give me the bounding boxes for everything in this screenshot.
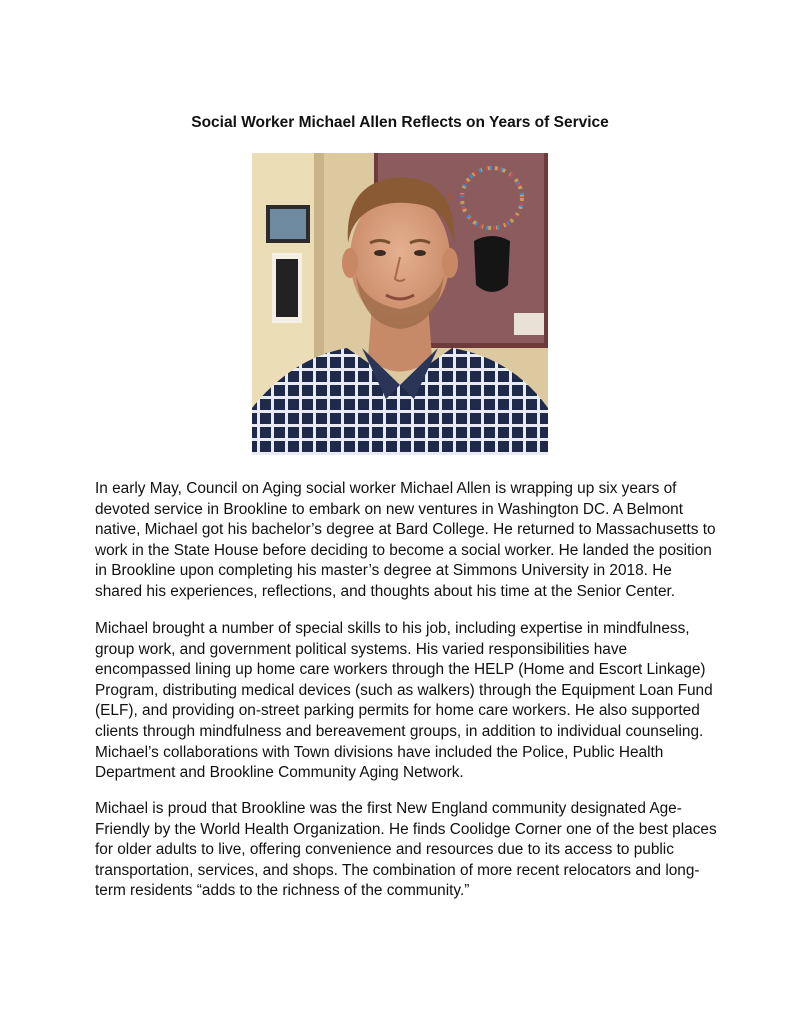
portrait-photo xyxy=(252,153,548,455)
paragraph-intro xyxy=(95,479,716,603)
text-line: Friendly by the World Health Organization. He finds Coolidge Corner one of the best places xyxy=(95,820,717,838)
text-line: in Brookline upon completing his master’s degree at Simmons University in 2018. He xyxy=(95,562,672,580)
text-line: for older adults to live, offering convenience and resources due to its access to public xyxy=(95,841,674,859)
text-line: In early May, Council on Aging social worker Michael Allen is wrapping up six years of xyxy=(95,480,677,497)
text-line: Michael brought a number of special skills to his job, including expertise in mindfulness, xyxy=(95,620,690,637)
article-title: Social Worker Michael Allen Reflects on Years of Service xyxy=(191,114,609,131)
text-line: encompassed lining up home care workers through the HELP (Home and Escort Linkage) xyxy=(95,661,706,679)
text-line: Program, distributing medical devices (such as walkers) through the Equipment Loan Fund xyxy=(95,681,713,699)
text-line: (ELF), and providing on-street parking permits for home care workers. He also supported xyxy=(95,702,700,720)
text-line: work in the State House before deciding to become a social worker. He landed the position xyxy=(95,541,712,559)
text-line: transportation, services, and shops. The combination of more recent relocators and long- xyxy=(95,861,700,879)
text-line: Michael’s collaborations with Town divisions have included the Police, Public Health xyxy=(95,743,664,761)
text-line: Department and Brookline Community Aging Network. xyxy=(95,764,464,782)
text-line: group work, and government political systems. His varied responsibilities have xyxy=(95,640,628,658)
text-line: term residents “adds to the richness of the community.” xyxy=(95,882,470,900)
paragraph-skills xyxy=(95,619,713,784)
paragraph-community xyxy=(95,799,717,902)
text-line: devoted service in Brookline to embark on new ventures in Washington DC. A Belmont xyxy=(95,500,683,518)
text-line: Michael is proud that Brookline was the first New England community designated Age- xyxy=(95,800,682,817)
text-line: clients through mindfulness and bereavement groups, in addition to individual counseling. xyxy=(95,722,704,740)
text-line: shared his experiences, reflections, and thoughts about his time at the Senior Center. xyxy=(95,582,676,600)
text-line: native, Michael got his bachelor’s degree at Bard College. He returned to Massachusetts to xyxy=(95,521,716,539)
